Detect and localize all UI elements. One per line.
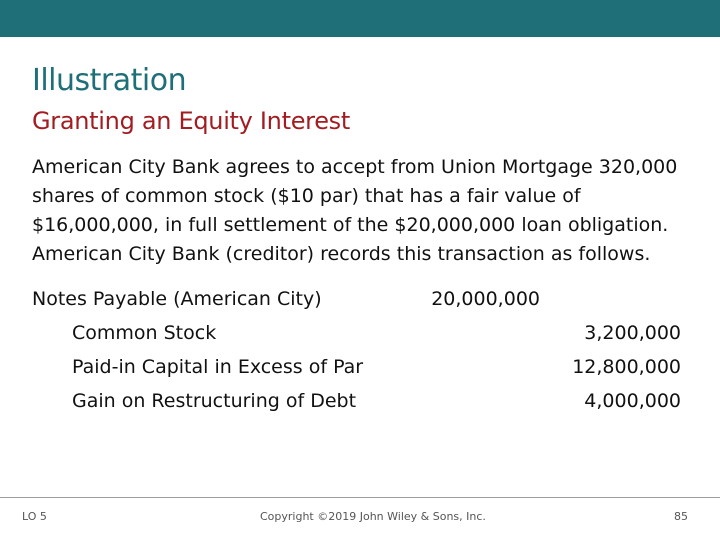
credit-amount: 12,800,000	[572, 356, 681, 378]
credit-amount: 4,000,000	[584, 390, 681, 412]
learning-objective-label: LO 5	[22, 510, 47, 523]
journal-row-credit	[0, 389, 720, 413]
debit-amount: 20,000,000	[431, 288, 540, 310]
account-name: Gain on Restructuring of Debt	[72, 390, 357, 412]
journal-row-credit	[0, 355, 720, 379]
page-number: 85	[674, 510, 688, 523]
account-name: Notes Payable (American City)	[32, 288, 322, 310]
account-name: Paid-in Capital in Excess of Par	[72, 356, 364, 378]
copyright-notice: Copyright ©2019 John Wiley & Sons, Inc.	[260, 510, 486, 523]
body-paragraph: American City Bank agrees to accept from Union Mortgage 320,000 shares of common stock ($10 par) that has a fair value of $16,000,000, in full settlement of the $20,000,000 loan obligation. American City Bank (creditor) records this transaction as follows.	[32, 156, 678, 265]
journal-row-credit	[0, 321, 720, 345]
account-name: Common Stock	[72, 322, 217, 344]
credit-amount: 3,200,000	[584, 322, 681, 344]
slide-title: Illustration	[32, 63, 187, 98]
slide-subtitle: Granting an Equity Interest	[32, 107, 350, 135]
header-bar	[0, 0, 720, 37]
journal-row-debit	[0, 287, 720, 311]
footer-divider	[0, 497, 720, 498]
